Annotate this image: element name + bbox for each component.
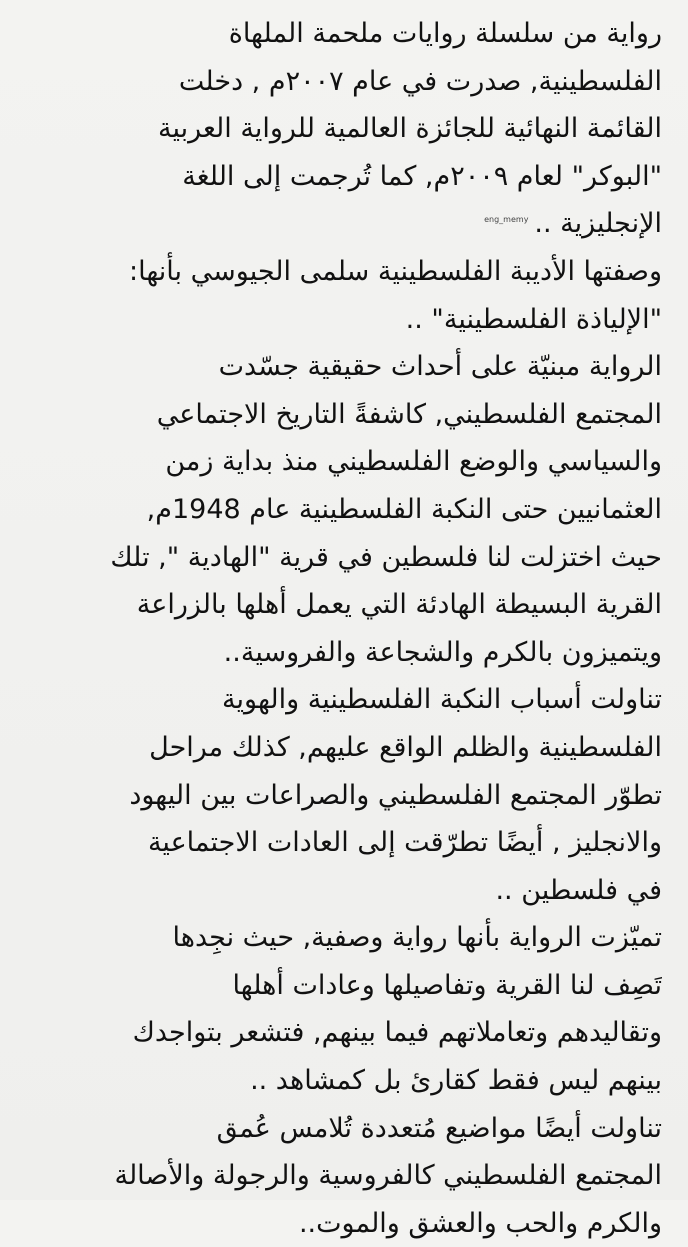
note-line: رواية من سلسلة روايات ملحمة الملهاة: [228, 18, 662, 49]
note-line: الفلسطينية والظلم الواقع عليهم, كذلك مراحل: [149, 731, 662, 763]
note-line: تناولت أسباب النكبة الفلسطينية والهوية: [222, 684, 662, 716]
note-line: "الإلياذة الفلسطينية" ..: [405, 303, 662, 335]
note-line: المجتمع الفلسطيني كالفروسية والرجولة والأصالة: [114, 1160, 662, 1192]
note-line: والكرم والحب والعشق والموت..: [298, 1207, 662, 1239]
note-line: الإنجليزية ..: [534, 208, 662, 240]
note-line: وصفتها الأديبة الفلسطينية سلمى الجيوسي بأنها:: [129, 255, 662, 287]
note-line: القائمة النهائية للجائزة العالمية للرواية العربية: [157, 113, 662, 145]
note-line: تَصِف لنا القرية وتفاصيلها وعادات أهلها: [232, 969, 662, 1001]
note-line: والانجليز , أيضًا تطرّقت إلى العادات الاجتماعية: [147, 827, 662, 859]
note-line: المجتمع الفلسطيني, كاشفةً التاريخ الاجتماعي: [156, 398, 662, 430]
note-line: القرية البسيطة الهادئة التي يعمل أهلها بالزراعة: [136, 589, 662, 621]
note-line: تميّزت الرواية بأنها رواية وصفية, حيث نجِدها: [172, 922, 662, 954]
note-line: في فلسطين ..: [495, 874, 662, 906]
note-line-with-watermark: [26, 200, 662, 248]
note-line: تطوّر المجتمع الفلسطيني والصراعات بين اليهود: [129, 779, 662, 811]
watermark-username: eng_memy: [484, 215, 529, 225]
note-line: "البوكر" لعام ٢٠٠٩م, كما تُرجمت إلى اللغة: [182, 160, 662, 192]
note-line: بينهم ليس فقط كقارئ بل كمشاهد ..: [250, 1065, 662, 1097]
note-line: والسياسي والوضع الفلسطيني منذ بداية زمن: [165, 446, 662, 478]
note-text: [26, 10, 662, 1247]
note-line: تناولت أيضًا مواضيع مُتعددة تُلامس عُمق: [216, 1112, 662, 1144]
note-line: الرواية مبنيّة على أحداث حقيقية جسّدت: [218, 351, 662, 383]
note-line: الفلسطينية, صدرت في عام ٢٠٠٧م , دخلت: [178, 65, 662, 97]
note-line: حيث اختزلت لنا فلسطين في قرية "الهادية ", تلك: [110, 541, 662, 573]
note-line: العثمانيين حتى النكبة الفلسطينية عام 1948م,: [146, 493, 662, 525]
note-line: ويتميزون بالكرم والشجاعة والفروسية..: [223, 636, 662, 668]
note-line: وتقاليدهم وتعاملاتهم فيما بينهم, فتشعر بتواجدك: [132, 1017, 662, 1049]
